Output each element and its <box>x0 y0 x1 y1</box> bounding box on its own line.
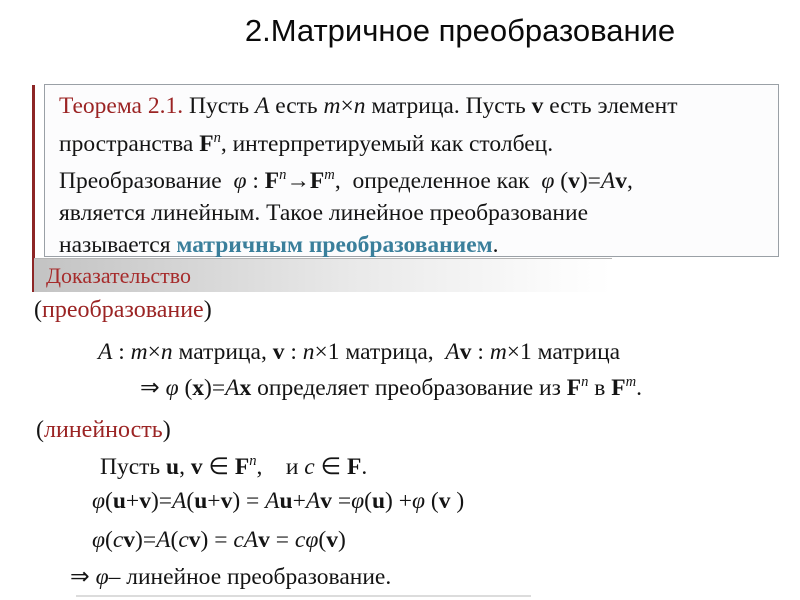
math-line-matrices: A : m×n матрица, v : n×1 матрица, Av : m×1 матрица <box>98 339 621 365</box>
math-line-homogeneity: φ(cv)=A(cv) = cAv = cφ(v) <box>92 527 346 553</box>
math-line-defines-map: ⇒ φ (x)=Ax определяет преобразование из $F^n$ в $F^m$. <box>140 374 643 401</box>
theorem-box <box>44 84 779 257</box>
proof-band <box>34 258 612 292</box>
math-line-let-uv: Пусть u, v ∈ $F^n$, и c ∈ F. <box>100 453 368 480</box>
proof-band-label: Доказательство <box>46 262 192 288</box>
transform-heading: (преобразование) <box>34 297 212 323</box>
theorem-line-5: называется матричным преобразованием. <box>59 231 499 258</box>
theorem-line-3: Преобразование φ : $F^n\to F^m$, определенное как φ (v)=Av, <box>59 167 633 195</box>
divider-line <box>76 595 531 597</box>
theorem-line-4: является линейным. Такое линейное преобразование <box>59 200 589 227</box>
theorem-line-1: Теорема 2.1. Пусть A есть m×n матрица. Пусть v есть элемент <box>59 93 678 119</box>
linearity-heading: (линейность) <box>36 417 171 443</box>
math-line-conclusion: ⇒ φ– линейное преобразование. <box>70 564 392 590</box>
math-line-additivity: φ(u+v)=A(u+v) = Au+Av =φ(u) +φ (v ) <box>92 488 465 514</box>
theorem-line-2: пространства $F^n$, интерпретируемый как столбец. <box>59 129 554 157</box>
slide-title: 2.Матричное преобразование <box>244 13 676 48</box>
